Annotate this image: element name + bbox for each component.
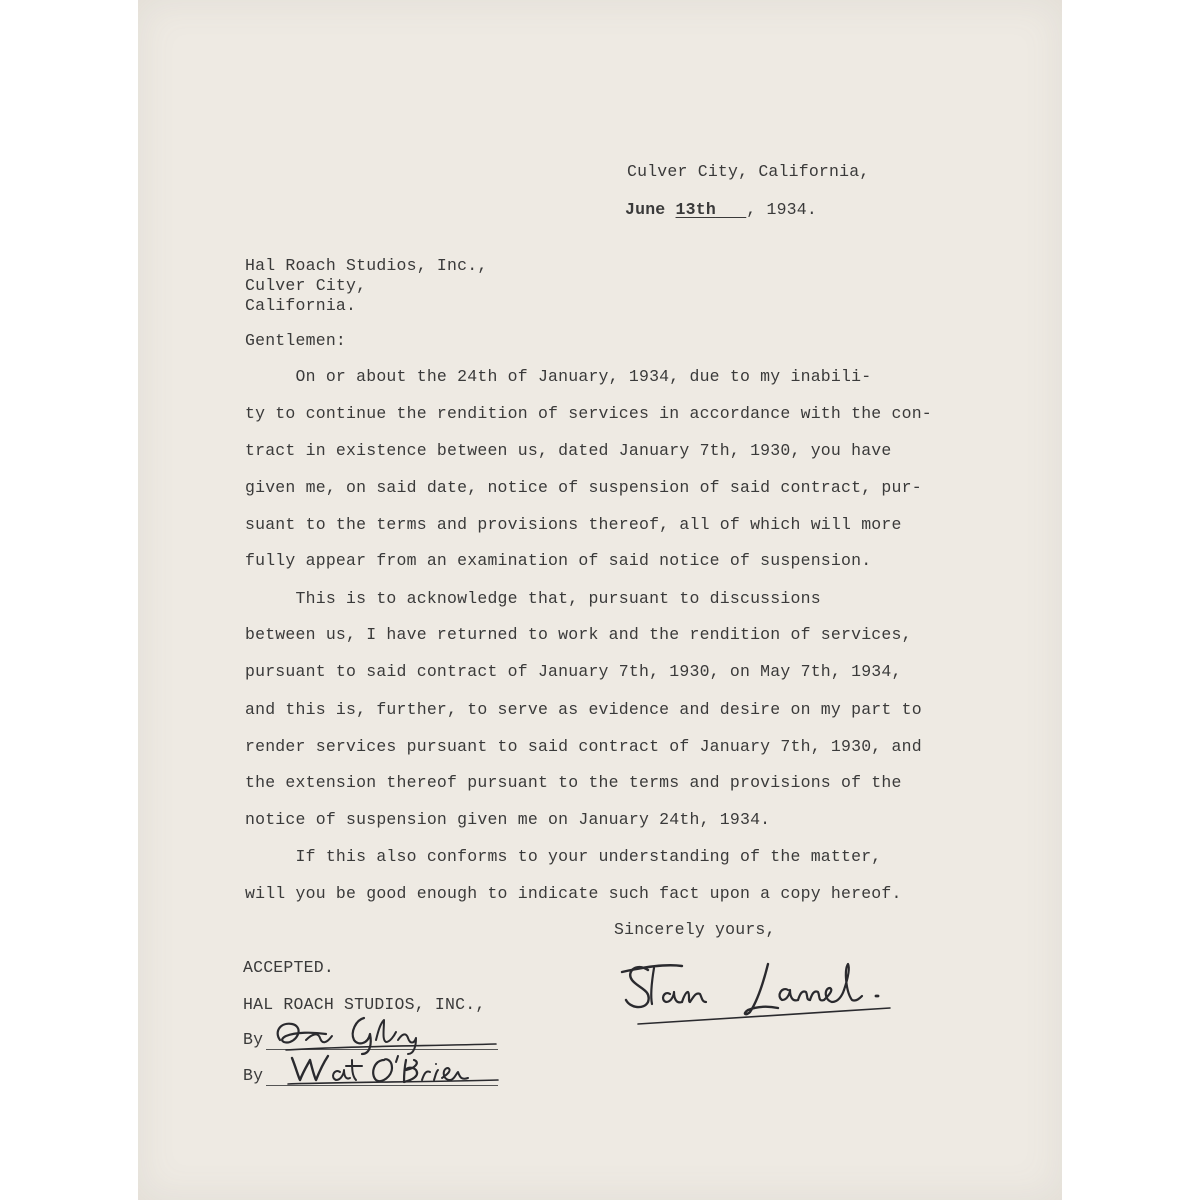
salutation: Gentlemen: [245,331,347,350]
by-label-1: By [243,1030,264,1049]
signature-by-2 [286,1050,506,1090]
paragraph-2-line-1: This is to acknowledge that, pursuant to discussions [245,589,821,608]
company-label: HAL ROACH STUDIOS, INC., [243,995,486,1014]
paragraph-3-line-2: will you be good enough to indicate such fact upon a copy hereof. [245,884,902,903]
paragraph-2-line-4: and this is, further, to serve as evidence and desire on my part to [245,700,922,719]
paragraph-2-line-6: the extension thereof pursuant to the terms and provisions of the [245,773,902,792]
recipient-line-2: Culver City, [245,276,367,295]
paragraph-2-line-5: render services pursuant to said contract of January 7th, 1930, and [245,737,922,756]
paragraph-1-line-3: tract in existence between us, dated January 7th, 1930, you have [245,441,892,460]
paragraph-3-line-1: If this also conforms to your understanding of the matter, [245,847,882,866]
paragraph-2-line-7: notice of suspension given me on January 24th, 1934. [245,810,771,829]
signature-stan-laurel [618,950,908,1040]
paragraph-1-line-2: ty to continue the rendition of services in accordance with the con- [245,404,932,423]
recipient-line-1: Hal Roach Studios, Inc., [245,256,488,275]
paragraph-1-line-5: suant to the terms and provisions thereof, all of which will more [245,515,902,534]
letter-date [625,200,817,219]
letter-sheet [138,0,1062,1200]
date-day: 13th [675,200,716,219]
date-month: June [625,200,666,219]
by-label-2: By [243,1066,264,1085]
closing: Sincerely yours, [614,920,776,939]
paragraph-1-line-4: given me, on said date, notice of suspension of said contract, pur- [245,478,922,497]
recipient-line-3: California. [245,296,357,315]
paragraph-2-line-2: between us, I have returned to work and the rendition of services, [245,625,912,644]
paragraph-1-line-1: On or about the 24th of January, 1934, due to my inabili- [245,367,872,386]
letter-place: Culver City, California, [627,162,870,181]
paragraph-2-line-3: pursuant to said contract of January 7th, 1930, on May 7th, 1934, [245,662,902,681]
date-year: , 1934. [746,200,817,219]
paragraph-1-line-6: fully appear from an examination of said notice of suspension. [245,551,872,570]
accepted-label: ACCEPTED. [243,958,334,977]
